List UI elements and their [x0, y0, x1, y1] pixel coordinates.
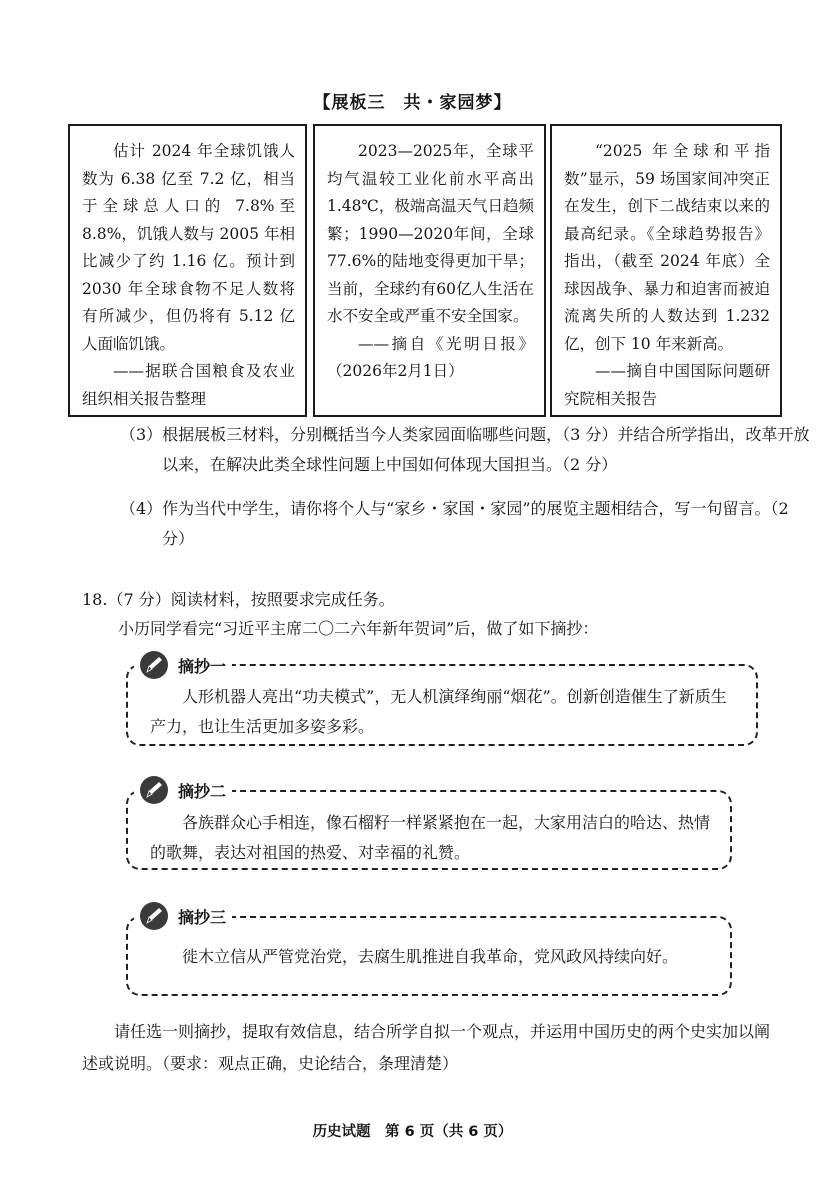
- board-source: ——摘自中国国际问题研究院相关报告: [564, 362, 770, 408]
- board-source: ——据联合国粮食及农业组织相关报告整理: [82, 362, 295, 408]
- question-18-intro: 小历同学看完“习近平主席二〇二六年新年贺词”后，做了如下摘抄：: [118, 619, 599, 638]
- material-board-1: [68, 124, 307, 417]
- excerpt-text: 各族群众心手相连，像石榴籽一样紧紧抱在一起，大家用洁白的哈达、热情的歌舞，表达对祖国的热爱、对幸福的礼赞。: [150, 813, 711, 862]
- board-source: ——摘自《光明日报》（2026年2月1日）: [327, 334, 534, 380]
- board-text: “2025 年全球和平指数”显示，59 场国家间冲突正在发生，创下二战结束以来的最高纪录。《全球趋势报告》指出，（截至 2024 年底）全球因战争、暴力和迫害而被迫流离失所的人数达到 1.232 亿，创下 10 年来新高。: [564, 142, 770, 353]
- pen-icon: [138, 900, 170, 932]
- excerpt-header-3: [134, 900, 232, 932]
- panel-title: 【展板三 共・家园梦】: [313, 93, 512, 113]
- page-footer: 历史试题 第 6 页（共 6 页）: [312, 1124, 513, 1140]
- pen-icon: [138, 649, 170, 681]
- board-text: 估计 2024 年全球饥饿人数为 6.38 亿至 7.2 亿，相当于全球总人口的 7.8%至 8.8%，饥饿人数与 2005 年相比减少了约 1.16 亿。预计到 2030 年全球食物不足人数将有所减少，但仍将有 5.12 亿人面临饥饿。: [82, 142, 295, 353]
- excerpt-label: 摘抄一: [178, 656, 227, 676]
- question-4: （4）作为当代中学生，请你将个人与“家乡・家国・家园”的展览主题相结合，写一句留言。（2 分）: [120, 499, 789, 548]
- material-board-3: [550, 124, 782, 417]
- board-text: 2023—2025年，全球平均气温较工业化前水平高出1.48℃，极端高温天气日趋频繁；1990—2020年间，全球77.6%的陆地变得更加干旱；当前，全球约有60亿人生活在水不安全或严重不安全国家。: [327, 142, 534, 325]
- question-18-title: 18.（7 分）阅读材料，按照要求完成任务。: [82, 590, 395, 609]
- material-board-2: [313, 124, 546, 417]
- task-text: 请任选一则摘抄，提取有效信息，结合所学自拟一个观点，并运用中国历史的两个史实加以阐述或说明。（要求：观点正确，史论结合，条理清楚）: [82, 1022, 771, 1073]
- task-instruction: [82, 1016, 782, 1080]
- excerpt-label: 摘抄二: [178, 781, 227, 801]
- excerpt-header-1: [134, 649, 232, 681]
- excerpt-text: 徙木立信从严管党治党，去腐生肌推进自我革命，党风政风持续向好。: [182, 947, 679, 966]
- question-3: （3）根据展板三材料，分别概括当今人类家园面临哪些问题，（3 分）并结合所学指出，改革开放以来，在解决此类全球性问题上中国如何体现大国担当。（2 分）: [120, 425, 810, 474]
- pen-icon: [138, 774, 170, 806]
- excerpt-text: 人形机器人亮出“功夫模式”，无人机演绎绚丽“烟花”。创新创造催生了新质生产力，也让生活更加多姿多彩。: [150, 687, 727, 736]
- excerpt-header-2: [134, 774, 232, 806]
- excerpt-label: 摘抄三: [178, 907, 227, 927]
